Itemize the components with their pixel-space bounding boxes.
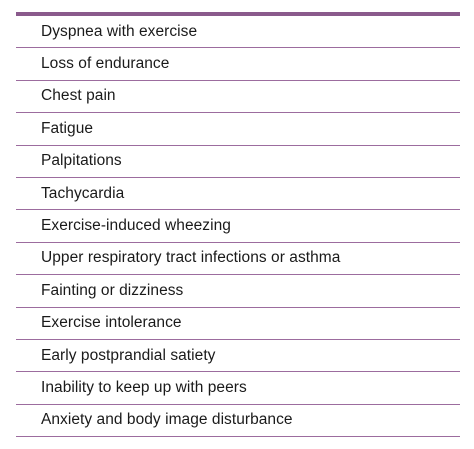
- symptom-table: [16, 12, 460, 437]
- table-row: Loss of endurance: [16, 48, 460, 80]
- table-row: Inability to keep up with peers: [16, 372, 460, 404]
- table-row: Anxiety and body image disturbance: [16, 405, 460, 437]
- table-row: Dyspnea with exercise: [16, 16, 460, 48]
- table-row: Fainting or dizziness: [16, 275, 460, 307]
- table-row: Upper respiratory tract infections or asthma: [16, 243, 460, 275]
- table-row: Fatigue: [16, 113, 460, 145]
- table-row: Chest pain: [16, 81, 460, 113]
- table-row: Exercise intolerance: [16, 308, 460, 340]
- table-row: Early postprandial satiety: [16, 340, 460, 372]
- table-row: Exercise-induced wheezing: [16, 210, 460, 242]
- table-row: Tachycardia: [16, 178, 460, 210]
- table-row: Palpitations: [16, 146, 460, 178]
